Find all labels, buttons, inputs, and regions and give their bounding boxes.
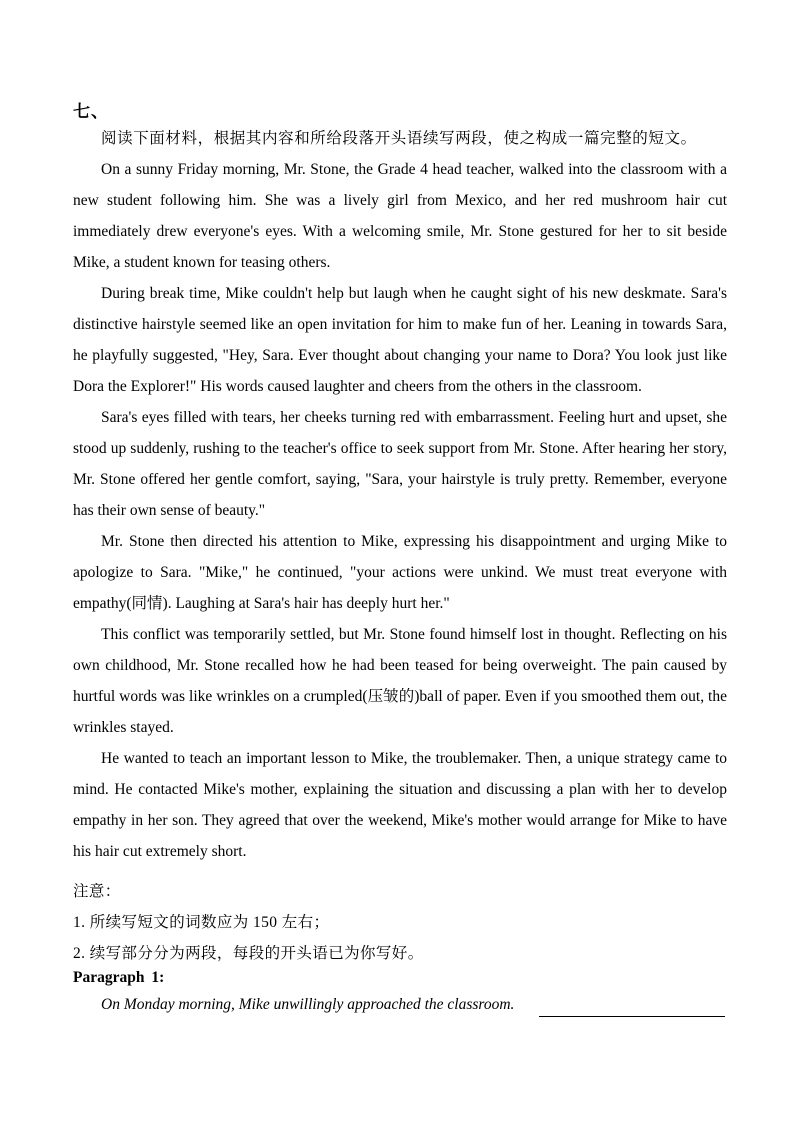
notes-section bbox=[73, 876, 424, 969]
answer-blank-line[interactable] bbox=[539, 1016, 725, 1017]
story-paragraph: He wanted to teach an important lesson to Mike, the troublemaker. Then, a unique strategy came to mind. He contacted Mike's mother, explaining the situation and discussing a plan with her to develop empathy in her son. They agreed that over the weekend, Mike's mother would arrange for Mike to have his hair cut extremely short. bbox=[73, 750, 727, 860]
story-paragraph: Sara's eyes filled with tears, her cheeks turning red with embarrassment. Feeling hurt and upset, she stood up suddenly, rushing to the teacher's office to seek support from Mr. Stone. After hearing her story, Mr. Stone offered her gentle comfort, saying, "Sara, your hairstyle is truly pretty. Remember, everyone has their own sense of beauty." bbox=[73, 409, 727, 519]
instruction-text: 阅读下面材料，根据其内容和所给段落开头语续写两段，使之构成一篇完整的短文。 bbox=[101, 130, 697, 147]
note-item: 2. 续写部分分为两段，每段的开头语已为你写好。 bbox=[73, 945, 424, 962]
story-paragraph: On a sunny Friday morning, Mr. Stone, the Grade 4 head teacher, walked into the classroom with a new student following him. She was a lively girl from Mexico, and her red mushroom hair cut immediately drew everyone's eyes. With a welcoming smile, Mr. Stone gestured for her to sit beside Mike, a student known for teasing others. bbox=[73, 161, 727, 271]
note-item: 1. 所续写短文的词数应为 150 左右； bbox=[73, 914, 330, 931]
paragraph-1-heading: Paragraph 1: bbox=[73, 969, 165, 986]
story-paragraph: This conflict was temporarily settled, but Mr. Stone found himself lost in thought. Reflecting on his own childhood, Mr. Stone recalled how he had been teased for being overweight. The pain caused by hurtful words was like wrinkles on a crumpled(压皱的)ball of paper. Even if you smoothed them out, the wrinkles stayed. bbox=[73, 626, 727, 736]
notes-heading: 注意： bbox=[73, 883, 121, 900]
story-paragraph: Mr. Stone then directed his attention to Mike, expressing his disappointment and urging Mike to apologize to Sara. "Mike," he continued, "your actions were unkind. We must treat everyone with empathy(同情). Laughing at Sara's hair has deeply hurt her." bbox=[73, 533, 727, 612]
story-paragraph: During break time, Mike couldn't help but laugh when he caught sight of his new deskmate. Sara's distinctive hairstyle seemed like an open invitation for him to make fun of her. Leaning in towards Sara, he playfully suggested, "Hey, Sara. Ever thought about changing your name to Dora? You look just like Dora the Explorer!" His words caused laughter and cheers from the others in the classroom. bbox=[73, 285, 727, 395]
story-material bbox=[73, 154, 727, 867]
section-number: 七、 bbox=[73, 102, 109, 121]
paragraph-1-opening: On Monday morning, Mike unwillingly approached the classroom. bbox=[101, 996, 515, 1013]
